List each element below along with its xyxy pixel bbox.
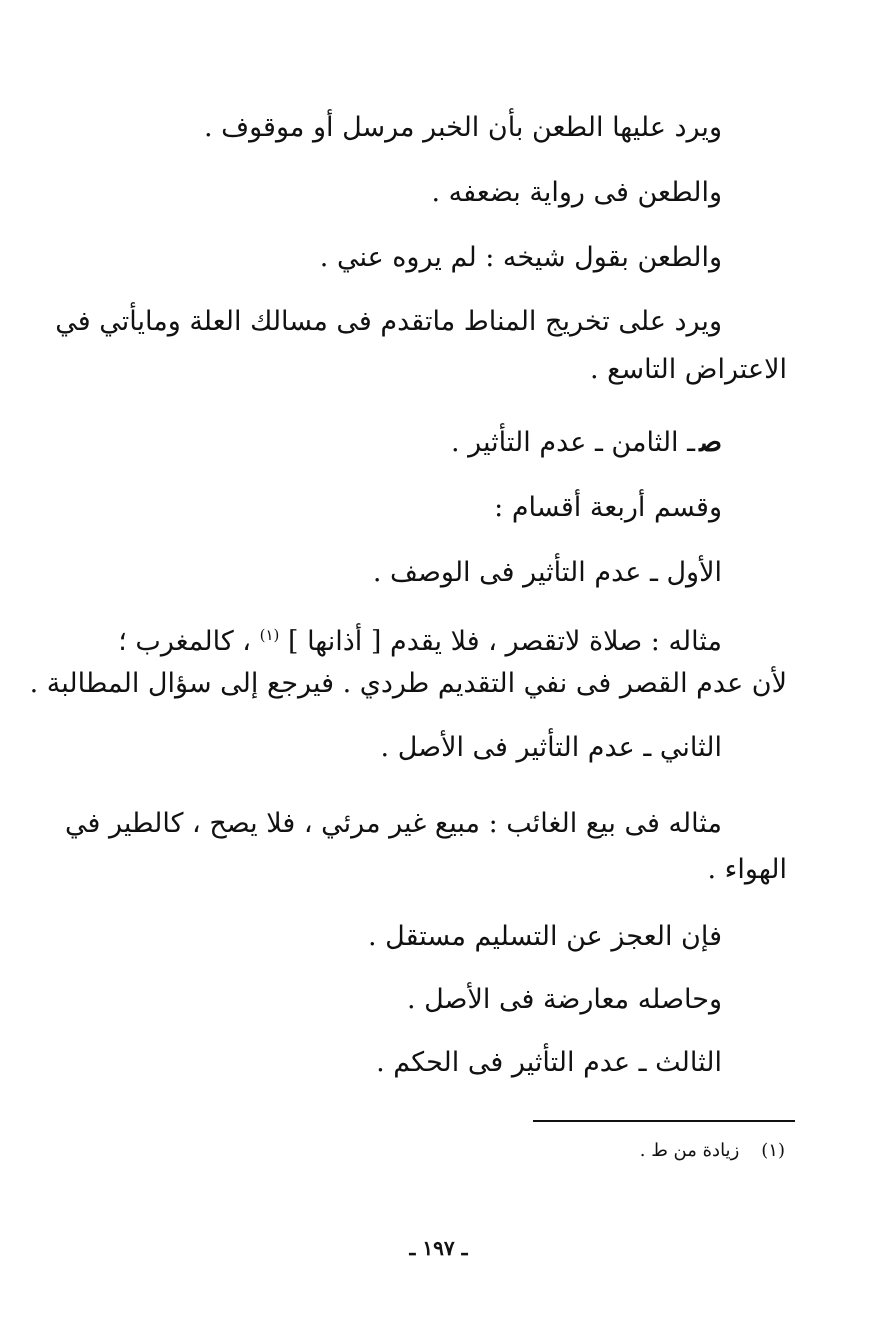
paragraph-4-line-1: ويرد على تخريج المناط ماتقدم فى مسالك العلة ومايأتي في <box>55 306 722 337</box>
paragraph-4-line-2: الاعتراض التاسع . <box>589 354 787 385</box>
paragraph-6: الأول ـ عدم التأثير فى الوصف . <box>372 557 722 588</box>
page-number: ـ ١٩٧ ـ <box>409 1236 468 1260</box>
paragraph-5: وقسم أربعة أقسام : <box>494 492 722 523</box>
footnote-divider <box>533 1120 795 1122</box>
paragraph-9-line-1: مثاله فى بيع الغائب : مبيع غير مرئي ، فلا يصح ، كالطير في <box>64 808 722 839</box>
paragraph-2: والطعن فى رواية بضعفه . <box>431 177 722 208</box>
section-heading-mark: ص <box>699 427 722 458</box>
section-heading-text: ـ الثامن ـ عدم التأثير . <box>450 427 696 458</box>
paragraph-9-line-2: الهواء . <box>707 854 787 885</box>
paragraph-1: ويرد عليها الطعن بأن الخبر مرسل أو موقوف . <box>203 112 722 143</box>
paragraph-7-text-a: مثاله : صلاة لاتقصر ، فلا يقدم [ أذانها ] <box>287 626 722 657</box>
footnote-reference: (١) <box>259 626 280 644</box>
footnote-number: (١) <box>761 1140 785 1161</box>
paragraph-7-text-b: ، كالمغرب ؛ <box>118 626 251 657</box>
paragraph-3: والطعن بقول شيخه : لم يروه عني . <box>319 242 722 273</box>
footnote-text: زيادة من ط . <box>639 1140 740 1161</box>
paragraph-12: الثالث ـ عدم التأثير فى الحكم . <box>376 1047 722 1078</box>
paragraph-7-line-2: لأن عدم القصر فى نفي التقديم طردي . فيرجع إلى سؤال المطالبة . <box>29 668 787 699</box>
paragraph-7-line-1 <box>118 615 722 662</box>
paragraph-11: وحاصله معارضة فى الأصل . <box>406 984 722 1015</box>
footnote <box>640 1138 785 1164</box>
section-heading <box>451 423 722 463</box>
paragraph-8: الثاني ـ عدم التأثير فى الأصل . <box>380 732 722 763</box>
paragraph-10: فإن العجز عن التسليم مستقل . <box>367 921 722 952</box>
